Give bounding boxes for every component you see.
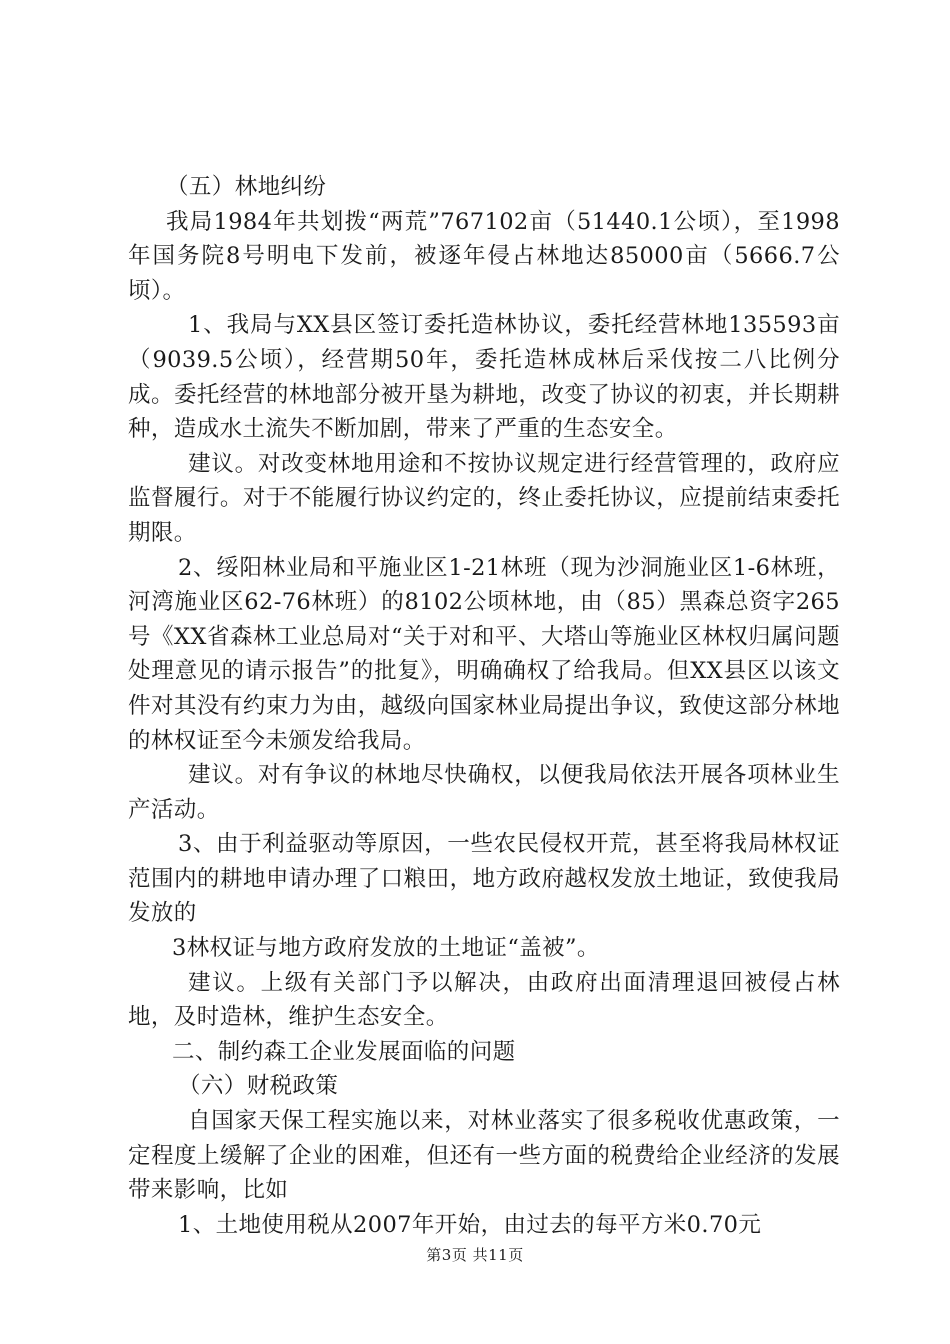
paragraph-land-use-tax: 1、土地使用税从2007年开始，由过去的每平方米0.70元 <box>178 1211 762 1238</box>
paragraph-item-3-continued: 3林权证与地方政府发放的土地证“盖被”。 <box>172 935 600 962</box>
page-number-footer: 第3页 共11页 <box>426 1246 524 1264</box>
paragraph-allocation-summary: 我局1984年共划拨“两荒”767102亩（51440.1公顷），至1998年国务院8号明电下发前，被逐年侵占林地达85000亩（5666.7公顷）。 <box>128 208 840 304</box>
paragraph-suggestion-1: 建议。对改变林地用途和不按协议规定进行经营管理的，政府应监督履行。对于不能履行协议约定的，终止委托协议，应提前结束委托期限。 <box>128 450 840 546</box>
paragraph-item-2: 2、绥阳林业局和平施业区1-21林班（现为沙洞施业区1-6林班，河湾施业区62-76林班）的8102公顷林地，由（85）黑森总资字265号《XX省森林工业总局对“关于对和平、大塔山等施业区林权归属问题处理意见的请示报告”的批复》，明确确权了给我局。但XX县区以该文件对其没有约束力为由，越级向国家林业局提出争议，致使这部分林地的林权证至今未颁发给我局。 <box>128 554 840 754</box>
document-body <box>128 170 840 1242</box>
section-heading-constraints: 二、制约森工企业发展面临的问题 <box>172 1038 516 1065</box>
paragraph-suggestion-2: 建议。对有争议的林地尽快确权，以便我局依法开展各项林业生产活动。 <box>128 762 840 823</box>
section-heading-fiscal-policy: （六）财税政策 <box>178 1073 339 1100</box>
paragraph-item-3: 3、由于利益驱动等原因，一些农民侵权开荒，甚至将我局林权证范围内的耕地申请办理了口粮田，地方政府越权发放土地证，致使我局发放的 <box>128 831 840 927</box>
section-heading-forest-dispute: （五）林地纠纷 <box>166 174 327 200</box>
paragraph-suggestion-3: 建议。上级有关部门予以解决，由政府出面清理退回被侵占林地，及时造林，维护生态安全。 <box>128 969 840 1031</box>
paragraph-item-1: 1、我局与XX县区签订委托造林协议，委托经营林地135593亩（9039.5公顷），经营期50年，委托造林成林后采伐按二八比例分成。委托经营的林地部分被开垦为耕地，改变了协议的初衷，并长期耕种，造成水土流失不断加剧，带来了严重的生态安全。 <box>128 312 840 443</box>
paragraph-fiscal-intro: 自国家天保工程实施以来，对林业落实了很多税收优惠政策，一定程度上缓解了企业的困难，但还有一些方面的税费给企业经济的发展带来影响，比如 <box>128 1108 840 1204</box>
